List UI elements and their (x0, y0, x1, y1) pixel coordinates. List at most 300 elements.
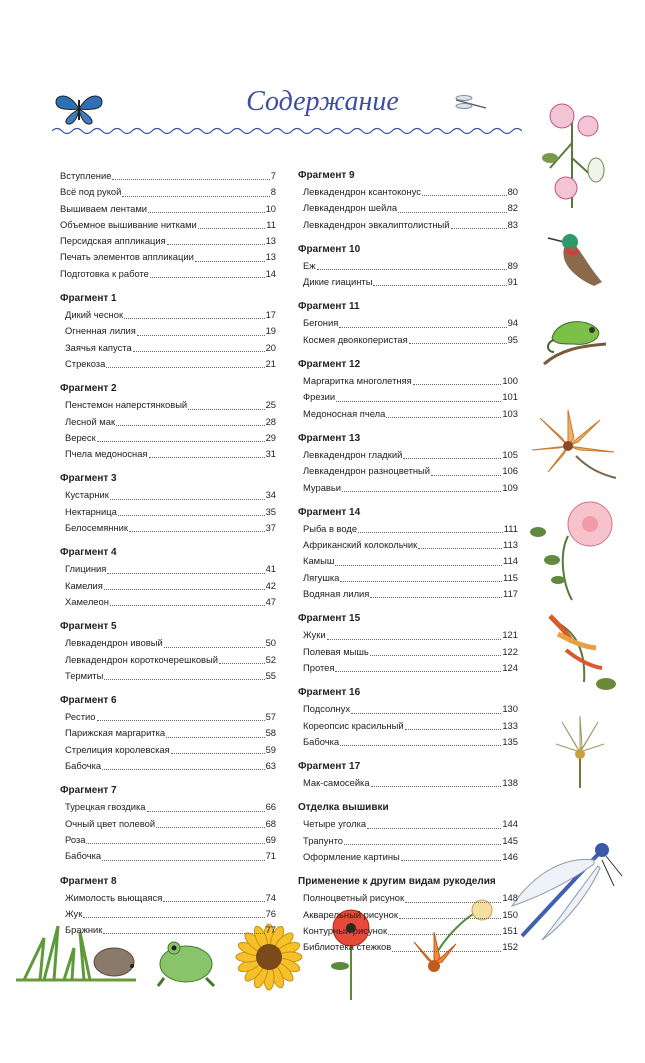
toc-entry-page: 35 (265, 505, 276, 517)
toc-entry-title: Объемное вышивание нитками (60, 218, 197, 230)
rose-icon (528, 496, 624, 602)
toc-entry[interactable] (298, 258, 518, 274)
dot-leader (386, 417, 501, 418)
toc-section-heading[interactable]: Фрагмент 6 (60, 695, 117, 707)
toc-entry-title: Библиотека стежков (303, 941, 392, 953)
butterfly-icon (52, 92, 106, 126)
toc-section-heading[interactable]: Фрагмент 8 (60, 875, 117, 887)
toc-entry[interactable] (298, 406, 518, 422)
dot-leader (112, 179, 269, 180)
toc-entry[interactable] (60, 446, 276, 462)
toc-entry[interactable] (298, 184, 518, 200)
toc-entry[interactable] (60, 922, 276, 938)
dot-leader (122, 196, 269, 197)
toc-entry-page: 13 (265, 251, 276, 263)
toc-entry-title: Левкадендрон шейла (303, 202, 398, 214)
toc-entry[interactable] (298, 586, 518, 602)
toc-entry-title: Африканский колокольчик (303, 539, 418, 551)
toc-section-heading[interactable]: Фрагмент 17 (298, 761, 361, 773)
toc-entry-page: 83 (507, 218, 518, 230)
toc-entry-title: Водяная лилия (303, 588, 370, 600)
dot-leader (451, 228, 507, 229)
toc-entry[interactable] (60, 487, 276, 503)
toc-entry[interactable] (298, 373, 518, 389)
toc-entry-page: 47 (265, 595, 276, 607)
toc-entry-page: 117 (503, 588, 518, 600)
toc-entry-page: 66 (265, 801, 276, 813)
chameleon-icon (540, 306, 612, 370)
toc-entry-title: Вступление (60, 170, 112, 181)
toc-section (298, 505, 518, 602)
toc-entry[interactable] (60, 816, 276, 832)
toc-entry-page: 41 (265, 563, 276, 575)
toc-entry-page: 58 (265, 727, 276, 739)
toc-entry-title: Парижская маргаритка (65, 727, 166, 739)
dot-leader (83, 917, 264, 918)
large-dragonfly-icon (502, 836, 626, 944)
page-title: Содержание (246, 86, 399, 117)
toc-entry-page: 21 (265, 357, 276, 369)
dot-leader (150, 277, 265, 278)
dot-leader (403, 458, 501, 459)
toc-section (60, 874, 276, 939)
toc-entry-title: Вышиваем лентами (60, 202, 148, 214)
dot-leader (164, 647, 265, 648)
toc-entry-page: 52 (265, 653, 276, 665)
dot-leader (392, 951, 501, 952)
dot-leader (370, 597, 502, 598)
toc-entry-page: 114 (503, 555, 518, 567)
dot-leader (188, 409, 264, 410)
toc-section (60, 471, 276, 536)
toc-entry-title: Подготовка к работе (60, 267, 149, 279)
toc-entry-title: Бражник (65, 924, 103, 936)
toc-entry[interactable] (60, 561, 276, 577)
toc-entry[interactable] (298, 480, 518, 496)
toc-entry-title: Кустарник (65, 489, 109, 501)
toc-entry-title: Четыре уголка (303, 818, 367, 830)
toc-entry-title: Хамелеон (65, 595, 109, 607)
toc-entry[interactable] (60, 217, 276, 233)
dot-leader (104, 679, 264, 680)
toc-section (298, 299, 518, 348)
toc-section-heading[interactable]: Фрагмент 4 (60, 547, 117, 559)
toc-entry[interactable] (60, 758, 276, 774)
toc-entry[interactable] (298, 660, 518, 676)
toc-entry[interactable] (60, 397, 276, 413)
dot-leader (166, 737, 264, 738)
toc-entry[interactable] (60, 266, 276, 282)
dot-leader (118, 515, 265, 516)
toc-entry-page: 80 (507, 186, 518, 197)
toc-entry-page: 138 (502, 777, 518, 789)
toc-entry-page: 91 (507, 276, 518, 288)
toc-entry[interactable] (60, 668, 276, 684)
toc-section-heading[interactable]: Фрагмент 10 (298, 243, 361, 255)
toc-section-heading[interactable]: Фрагмент 15 (298, 613, 361, 625)
toc-entry[interactable] (60, 184, 276, 200)
toc-entry-title: Всё под рукой (60, 186, 122, 198)
toc-entry-title: Огненная лилия (65, 325, 136, 337)
dot-leader (422, 195, 507, 196)
toc-entry[interactable] (298, 890, 518, 906)
toc-section-heading[interactable]: Фрагмент 7 (60, 785, 117, 797)
dot-leader (97, 720, 265, 721)
toc-entry[interactable] (60, 594, 276, 610)
toc-entry-title: Турецкая гвоздика (65, 801, 146, 813)
dot-leader (129, 531, 265, 532)
toc-entry-title: Акварельный рисунок (303, 908, 398, 920)
toc-entry-title: Левкадендрон ивовый (65, 637, 163, 649)
toc-entry[interactable] (298, 923, 518, 939)
toc-section (298, 242, 518, 291)
toc-entry[interactable] (60, 323, 276, 339)
toc-entry[interactable] (60, 725, 276, 741)
toc-entry-page: 8 (270, 186, 276, 198)
toc-section (60, 291, 276, 372)
toc-entry-page: 133 (502, 719, 518, 731)
toc-entry-page: 13 (265, 235, 276, 247)
toc-entry-title: Космея двоякоперистая (303, 333, 408, 345)
toc-entry[interactable] (298, 217, 518, 233)
toc-section-heading[interactable]: Фрагмент 9 (298, 170, 355, 181)
dot-leader (163, 901, 264, 902)
toc-section-heading[interactable]: Фрагмент 11 (298, 301, 360, 313)
dot-leader (156, 827, 264, 828)
toc-entry-title: Трапунто (303, 834, 343, 846)
toc-entry-page: 31 (265, 448, 276, 460)
toc-entry[interactable] (298, 447, 518, 463)
toc-entry-title: Вереск (65, 431, 96, 443)
toc-entry-page: 37 (265, 522, 276, 534)
dot-leader (373, 285, 506, 286)
toc-entry-title: Бабочка (303, 735, 340, 747)
toc-entry-title: Персидская аппликация (60, 235, 166, 247)
toc-entry[interactable] (60, 356, 276, 372)
toc-entry[interactable] (60, 742, 276, 758)
toc-entry-page: 82 (507, 202, 518, 214)
toc-entry-page: 144 (502, 818, 518, 830)
toc-section-heading[interactable]: Фрагмент 2 (60, 383, 117, 395)
dragonfly-icon (452, 94, 488, 116)
toc-entry[interactable] (298, 553, 518, 569)
toc-entry[interactable] (298, 200, 518, 216)
toc-entry-page: 28 (265, 415, 276, 427)
toc-entry-page: 14 (265, 267, 276, 279)
toc-entry-title: Подсолнух (303, 703, 351, 715)
toc-entry-title: Роза (65, 833, 86, 845)
dot-leader (195, 261, 265, 262)
dot-leader (399, 918, 501, 919)
lily-flower-icon (528, 408, 620, 484)
toc-entry-page: 135 (502, 735, 518, 747)
toc-entry-page: 150 (502, 908, 518, 920)
toc-entry-title: Левкадендрон разноцветный (303, 465, 431, 477)
toc-entry[interactable] (60, 709, 276, 725)
dot-leader (107, 573, 264, 574)
toc-entry-page: 68 (265, 817, 276, 829)
sunbird-icon (546, 228, 608, 290)
toc-entry[interactable] (60, 848, 276, 864)
dot-leader (340, 581, 502, 582)
toc-section-heading[interactable]: Фрагмент 14 (298, 506, 361, 518)
toc-entry[interactable] (298, 570, 518, 586)
toc-entry[interactable] (60, 201, 276, 217)
toc-entry[interactable] (60, 906, 276, 922)
toc-entry[interactable] (298, 521, 518, 537)
toc-entry-page: 101 (502, 391, 518, 403)
toc-entry[interactable] (298, 627, 518, 643)
dot-leader (351, 713, 501, 714)
toc-entry-page: 148 (502, 892, 518, 904)
toc-entry[interactable] (60, 520, 276, 536)
toc-section-heading[interactable]: Фрагмент 3 (60, 473, 117, 485)
toc-section (298, 357, 518, 422)
toc-entry-page: 103 (502, 407, 518, 419)
dot-leader (110, 499, 265, 500)
toc-entry-title: Левкадендрон короткочерешковый (65, 653, 218, 665)
toc-entry-title: Очный цвет полевой (65, 817, 156, 829)
toc-entry[interactable] (60, 832, 276, 848)
dot-leader (340, 745, 501, 746)
toc-entry[interactable] (298, 849, 518, 865)
toc-entry-page: 115 (503, 571, 518, 583)
toc-entry[interactable] (60, 578, 276, 594)
toc-section (60, 381, 276, 462)
dot-leader (370, 655, 502, 656)
toc-entry-title: Стрелиция королевская (65, 743, 170, 755)
toc-entry-page: 130 (502, 703, 518, 715)
toc-entry-page: 19 (265, 325, 276, 337)
toc-entry-page: 59 (265, 743, 276, 755)
dot-leader (103, 933, 264, 934)
dot-leader (405, 729, 502, 730)
toc-section (298, 874, 518, 955)
toc-entry-title: Оформление картины (303, 851, 400, 863)
toc-entry-page: 7 (270, 170, 276, 181)
toc-section (298, 431, 518, 496)
toc-entry-page: 121 (502, 629, 518, 641)
dot-leader (116, 425, 265, 426)
toc-entry-page: 95 (507, 333, 518, 345)
dot-leader (104, 589, 265, 590)
toc-entry[interactable] (60, 652, 276, 668)
dot-leader (335, 671, 501, 672)
title-wave-divider (52, 126, 522, 136)
dot-leader (401, 860, 502, 861)
dot-leader (418, 548, 502, 549)
toc-entry-page: 42 (265, 579, 276, 591)
toc-entry-page: 152 (502, 941, 518, 953)
toc-right-column (298, 168, 518, 965)
honeysuckle-icon (536, 612, 622, 692)
toc-entry-page: 105 (502, 448, 518, 460)
toc-entry-title: Полевая мышь (303, 645, 369, 657)
dot-leader (336, 401, 501, 402)
toc-entry-title: Жимолость вьющаяся (65, 891, 163, 903)
toc-entry-title: Рыба в воде (303, 522, 358, 534)
toc-entry-page: 146 (502, 851, 518, 863)
toc-entry-title: Белосемянник (65, 522, 128, 534)
dot-leader (86, 843, 264, 844)
toc-left-column (60, 168, 276, 947)
toc-entry[interactable] (298, 644, 518, 660)
toc-section-heading[interactable]: Фрагмент 12 (298, 359, 361, 371)
toc-entry[interactable] (60, 799, 276, 815)
toc-section (298, 168, 518, 233)
toc-entry[interactable] (298, 332, 518, 348)
toc-section-heading[interactable]: Отделка вышивки (298, 802, 389, 814)
toc-entry[interactable] (60, 307, 276, 323)
toc-entry-page: 122 (502, 645, 518, 657)
toc-section-heading[interactable]: Фрагмент 16 (298, 687, 361, 699)
dot-leader (147, 811, 265, 812)
toc-entry-title: Мак-самосейка (303, 777, 370, 789)
toc-entry-page: 20 (265, 341, 276, 353)
toc-entry-page: 57 (265, 711, 276, 723)
toc-entry-title: Печать элементов аппликации (60, 251, 194, 263)
toc-entry-page: 10 (265, 202, 276, 214)
toc-entry-title: Жуки (303, 629, 326, 641)
toc-section (60, 693, 276, 774)
toc-entry-page: 106 (502, 465, 518, 477)
toc-section-heading[interactable]: Фрагмент 1 (60, 293, 117, 305)
toc-entry[interactable] (298, 939, 518, 955)
toc-entry[interactable] (60, 890, 276, 906)
toc-section (298, 759, 518, 791)
toc-entry-page: 29 (265, 431, 276, 443)
toc-entry-page: 55 (265, 669, 276, 681)
toc-entry-page: 63 (265, 760, 276, 772)
toc-entry-title: Бабочка (65, 760, 102, 772)
toc-entry-page: 113 (503, 539, 518, 551)
toc-entry[interactable] (60, 430, 276, 446)
dot-leader (344, 844, 501, 845)
dot-leader (171, 753, 265, 754)
toc-entry-title: Левкадендрон ксантоконус (303, 186, 421, 197)
toc-entry-title: Жук (65, 907, 83, 919)
dot-leader (137, 335, 265, 336)
toc-entry-title: Термиты (65, 669, 104, 681)
toc-entry[interactable] (60, 635, 276, 651)
toc-entry-page: 109 (502, 481, 518, 493)
toc-entry-page: 77 (265, 924, 276, 936)
dot-leader (388, 934, 501, 935)
toc-section (60, 619, 276, 684)
dot-leader (133, 351, 265, 352)
toc-entry-title: Дикие гиацинты (303, 276, 373, 288)
dot-leader (405, 902, 501, 903)
toc-entry-title: Маргаритка многолетняя (303, 375, 412, 387)
toc-entry-title: Полноцветный рисунок (303, 892, 405, 904)
toc-entry[interactable] (298, 734, 518, 750)
toc-entry[interactable] (298, 718, 518, 734)
toc-entry-title: Бегония (303, 317, 339, 329)
toc-entry[interactable] (60, 504, 276, 520)
dot-leader (148, 212, 265, 213)
toc-entry-page: 17 (265, 309, 276, 321)
toc-entry-page: 89 (507, 259, 518, 271)
toc-section (298, 611, 518, 676)
toc-section-heading[interactable]: Применение к другим видам рукоделия (298, 876, 496, 888)
toc-entry[interactable] (60, 340, 276, 356)
toc-entry[interactable] (60, 233, 276, 249)
toc-entry-page: 50 (265, 637, 276, 649)
toc-entry[interactable] (60, 249, 276, 265)
toc-entry[interactable] (298, 274, 518, 290)
toc-entry-page: 74 (265, 891, 276, 903)
toc-entry[interactable] (298, 389, 518, 405)
toc-entry[interactable] (298, 537, 518, 553)
toc-entry[interactable] (298, 907, 518, 923)
toc-intro-section (60, 168, 276, 282)
toc-entry-title: Контурный рисунок (303, 924, 388, 936)
toc-entry[interactable] (298, 463, 518, 479)
dot-leader (106, 367, 264, 368)
dot-leader (335, 565, 502, 566)
toc-entry-title: Еж (303, 259, 316, 271)
dot-leader (339, 327, 506, 328)
toc-entry-title: Нектарница (65, 505, 117, 517)
toc-entry[interactable] (60, 414, 276, 430)
toc-entry[interactable] (298, 701, 518, 717)
toc-entry-title: Фрезии (303, 391, 336, 403)
toc-entry-title: Заячья капуста (65, 341, 132, 353)
toc-entry-page: 151 (502, 924, 518, 936)
toc-entry[interactable] (298, 775, 518, 791)
dot-leader (398, 212, 506, 213)
toc-section (60, 783, 276, 864)
dot-leader (342, 491, 501, 492)
toc-entry-title: Левкадендрон эвкалиптолистный (303, 218, 450, 230)
toc-entry-title: Муравьи (303, 481, 342, 493)
toc-entry-title: Левкадендрон гладкий (303, 448, 403, 460)
toc-entry-title: Глициния (65, 563, 107, 575)
toc-entry[interactable] (60, 168, 276, 184)
toc-entry-title: Рестио (65, 711, 96, 723)
dot-leader (110, 605, 265, 606)
toc-entry[interactable] (298, 315, 518, 331)
toc-entry-title: Пчела медоносная (65, 448, 148, 460)
dot-leader (327, 639, 502, 640)
toc-entry[interactable] (298, 833, 518, 849)
dot-leader (167, 244, 265, 245)
toc-entry-page: 124 (502, 661, 518, 673)
toc-section (298, 800, 518, 865)
dot-leader (358, 532, 503, 533)
toc-entry-title: Лесной мак (65, 415, 116, 427)
dot-leader (219, 663, 265, 664)
toc-entry-page: 34 (265, 489, 276, 501)
toc-entry-title: Стрекоза (65, 357, 106, 369)
toc-entry-title: Протея (303, 661, 335, 673)
toc-entry-page: 69 (265, 833, 276, 845)
toc-section-heading[interactable]: Фрагмент 5 (60, 621, 117, 633)
dot-leader (409, 343, 507, 344)
dot-leader (413, 384, 502, 385)
toc-entry-page: 76 (265, 907, 276, 919)
dot-leader (367, 828, 501, 829)
toc-entry-page: 100 (502, 375, 518, 387)
toc-entry-title: Камелия (65, 579, 103, 591)
toc-section (60, 545, 276, 610)
dot-leader (124, 318, 265, 319)
toc-section-heading[interactable]: Фрагмент 13 (298, 432, 361, 444)
dot-leader (198, 228, 265, 229)
toc-entry-title: Лягушка (303, 571, 340, 583)
toc-entry-title: Камыш (303, 555, 335, 567)
toc-entry[interactable] (298, 816, 518, 832)
